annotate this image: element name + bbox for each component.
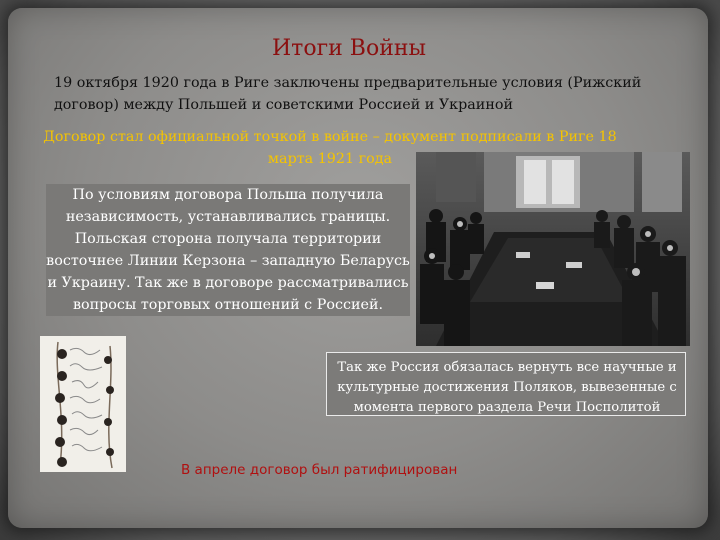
restitution-note-text: Так же Россия обязалась вернуть все научные и культурные достижения Поляков, вывезенные с момента первого раздела Речи Посполитой (337, 360, 677, 415)
slide-title: Итоги Войны (272, 36, 427, 61)
document-illustration (40, 336, 126, 472)
highlight-paragraph: Договор стал официальной точкой в войне – документ подписали в Риге 18 марта 1921 года (43, 129, 617, 167)
conditions-paragraph: По условиям договора Польша получила независимость, устанавливались границы. Польская сторона получала территории восточнее Линии Керзона – западную Беларусь и Украину. Так же в договоре рассматривались вопросы торговых отношений с Россией. (46, 184, 410, 316)
photo-illustration (416, 152, 690, 346)
ratification-note: В апреле договор был ратифицирован (181, 462, 458, 478)
treaty-document-image (40, 336, 126, 472)
intro-paragraph: 19 октября 1920 года в Риге заключены предварительные условия (Рижский договор) между Польшей и советскими Россией и Украиной (54, 75, 642, 113)
treaty-signing-photo (416, 152, 690, 346)
